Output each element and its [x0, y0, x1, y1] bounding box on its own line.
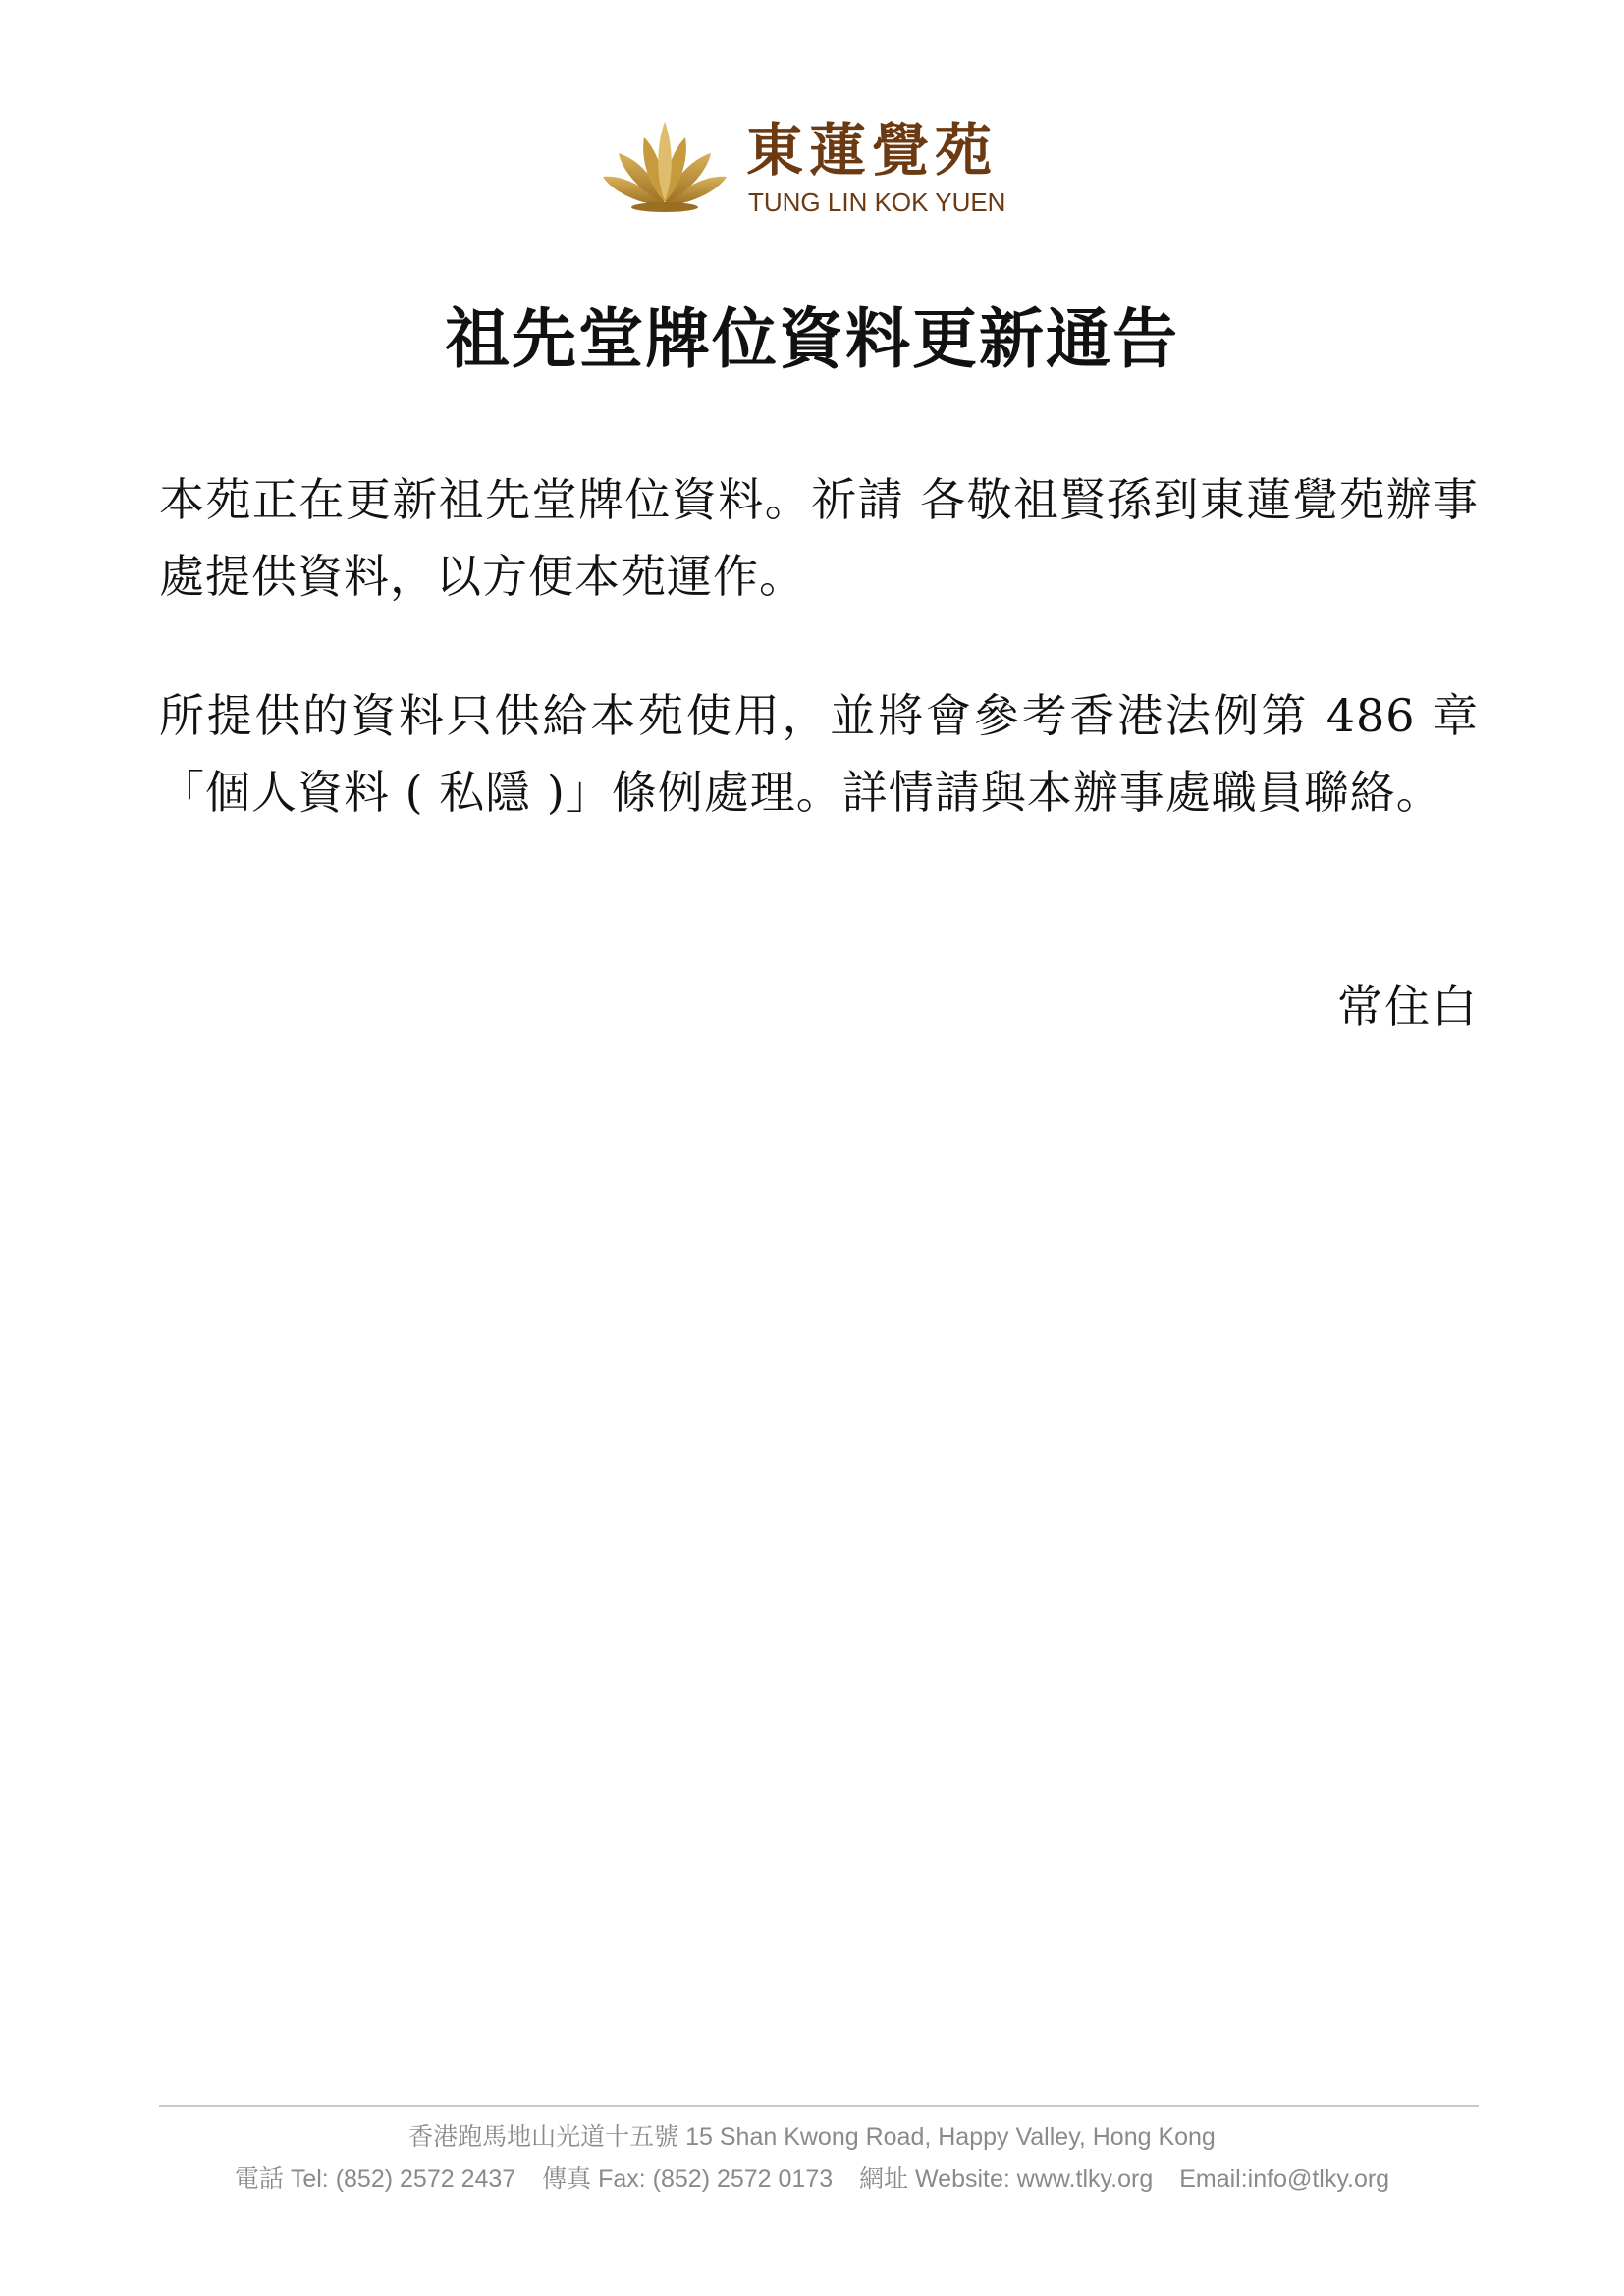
- organization-logo: [601, 116, 1053, 224]
- footer-fax: 傳真 Fax: (852) 2572 0173: [542, 2165, 834, 2193]
- logo-chinese-name: 東蓮覺苑: [746, 117, 999, 184]
- footer-email[interactable]: Email:info@tlky.org: [1179, 2165, 1390, 2193]
- footer-divider: [159, 2105, 1479, 2107]
- notice-signature: 常住白: [1337, 980, 1479, 1033]
- footer-address: 香港跑馬地山光道十五號 15 Shan Kwong Road, Happy Valley, Hong Kong: [408, 2123, 1216, 2151]
- lotus-icon: [601, 116, 729, 214]
- footer-contacts: [0, 2163, 1624, 2196]
- footer-website[interactable]: 網址 Website: www.tlky.org: [859, 2165, 1154, 2193]
- notice-paragraph-1: 本苑正在更新祖先堂牌位資料。祈請 各敬祖賢孫到東蓮覺苑辦事處提供資料，以方便本苑運作。: [159, 473, 1479, 603]
- notice-title: 祖先堂牌位資料更新通告: [445, 300, 1179, 377]
- footer-tel: 電話 Tel: (852) 2572 2437: [234, 2165, 516, 2193]
- notice-paragraph-2: 所提供的資料只供給本苑使用，並將會參考香港法例第 486 章「個人資料 ( 私隱 )」條例處理。詳情請與本辦事處職員聯絡。: [159, 689, 1479, 819]
- logo-english-name: TUNG LIN KOK YUEN: [748, 187, 1006, 217]
